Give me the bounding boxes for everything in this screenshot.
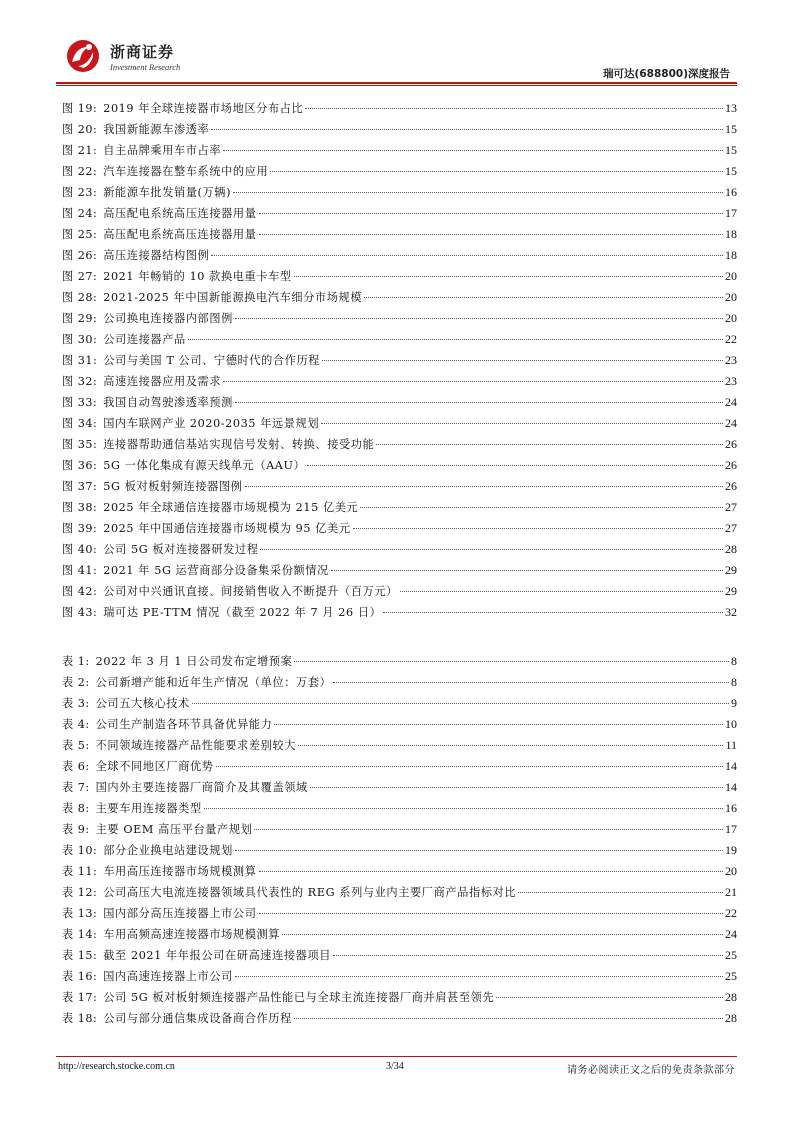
figure-entry-page: 16 bbox=[725, 185, 737, 199]
dot-leader bbox=[307, 464, 723, 466]
table-entry-label: 表 11: bbox=[62, 865, 98, 878]
figure-entry[interactable] bbox=[62, 518, 737, 539]
dot-leader bbox=[211, 254, 723, 256]
table-entry-title: 公司五大核心技术 bbox=[95, 697, 190, 710]
table-entry-title: 公司高压大电流连接器领域具代表性的 REG 系列与业内主要厂商产品指标对比 bbox=[103, 886, 517, 899]
dot-leader bbox=[254, 828, 723, 830]
dot-leader bbox=[364, 296, 723, 298]
table-entry-page: 9 bbox=[731, 696, 737, 710]
figure-entry-page: 23 bbox=[725, 374, 737, 388]
table-entry-page: 24 bbox=[725, 927, 737, 941]
table-entry[interactable] bbox=[62, 756, 737, 777]
dot-leader bbox=[259, 212, 724, 214]
table-entry[interactable] bbox=[62, 693, 737, 714]
figure-entry-page: 24 bbox=[725, 395, 737, 409]
figure-entry-title: 高压配电系统高压连接器用量 bbox=[103, 228, 257, 241]
dot-leader bbox=[235, 401, 723, 403]
figure-entry-title: 5G 一体化集成有源天线单元（AAU） bbox=[103, 459, 306, 472]
brand-name-cn: 浙商证券 bbox=[110, 43, 175, 61]
table-entry[interactable] bbox=[62, 819, 737, 840]
table-entry-label: 表 4: bbox=[62, 718, 90, 731]
table-entry-page: 11 bbox=[725, 738, 737, 752]
table-entry-page: 28 bbox=[725, 1011, 737, 1025]
table-entry-page: 10 bbox=[725, 717, 737, 731]
table-entry-label: 表 14: bbox=[62, 928, 98, 941]
figure-entry-page: 20 bbox=[725, 269, 737, 283]
figure-entry-page: 23 bbox=[725, 353, 737, 367]
figure-entry[interactable] bbox=[62, 392, 737, 413]
table-entry-title: 国内高速连接器上市公司 bbox=[103, 970, 233, 983]
page-number: 3/34 bbox=[386, 1061, 404, 1072]
figure-entry-title: 高压配电系统高压连接器用量 bbox=[103, 207, 257, 220]
figure-entry-label: 图 30: bbox=[62, 333, 98, 346]
dot-leader bbox=[282, 933, 723, 935]
figure-entry-label: 图 42: bbox=[62, 585, 98, 598]
table-entry-title: 主要车用连接器类型 bbox=[95, 802, 202, 815]
figure-entry-page: 24 bbox=[725, 416, 737, 430]
disclaimer-note: 请务必阅读正文之后的免责条款部分 bbox=[567, 1065, 735, 1076]
table-entry[interactable] bbox=[62, 945, 737, 966]
figure-entry-title: 我国自动驾驶渗透率预测 bbox=[103, 396, 233, 409]
figure-entry-label: 图 29: bbox=[62, 312, 98, 325]
figure-entry-title: 5G 板对板射频连接器图例 bbox=[103, 480, 243, 493]
figure-entry[interactable] bbox=[62, 434, 737, 455]
table-entry-page: 17 bbox=[725, 822, 737, 836]
figure-entry-title: 公司与美国 T 公司、宁德时代的合作历程 bbox=[103, 354, 321, 367]
dot-leader bbox=[233, 191, 723, 193]
dot-leader bbox=[333, 954, 723, 956]
table-entry-title: 2022 年 3 月 1 日公司发布定增预案 bbox=[95, 655, 293, 668]
table-entry-label: 表 12: bbox=[62, 886, 98, 899]
figure-entry[interactable] bbox=[62, 602, 737, 623]
figure-entry-label: 图 33: bbox=[62, 396, 98, 409]
table-entry-page: 19 bbox=[725, 843, 737, 857]
figure-entry-label: 图 40: bbox=[62, 543, 98, 556]
table-entry-title: 公司与部分通信集成设备商合作历程 bbox=[103, 1012, 292, 1025]
figure-entry-page: 26 bbox=[725, 479, 737, 493]
figure-entry-label: 图 35: bbox=[62, 438, 98, 451]
table-entry-title: 公司 5G 板对板射频连接器产品性能已与全球主流连接器厂商并肩甚至领先 bbox=[103, 991, 495, 1004]
table-entry[interactable] bbox=[62, 924, 737, 945]
figure-entry[interactable] bbox=[62, 245, 737, 266]
table-entry-title: 国内部分高压连接器上市公司 bbox=[103, 907, 257, 920]
figure-entry-title: 我国新能源车渗透率 bbox=[103, 123, 210, 136]
header-divider-thin bbox=[56, 85, 737, 86]
figure-entry-title: 瑞可达 PE-TTM 情况（截至 2022 年 7 月 26 日） bbox=[103, 606, 382, 619]
figure-entry[interactable] bbox=[62, 182, 737, 203]
dot-leader bbox=[259, 870, 724, 872]
figure-entry-page: 18 bbox=[725, 248, 737, 262]
table-entry-label: 表 7: bbox=[62, 781, 90, 794]
dot-leader bbox=[331, 569, 723, 571]
figure-entry[interactable] bbox=[62, 455, 737, 476]
table-entry[interactable] bbox=[62, 987, 737, 1008]
table-entry-title: 不同领域连接器产品性能要求差别较大 bbox=[95, 739, 297, 752]
table-entry-title: 车用高压连接器市场规模测算 bbox=[103, 865, 257, 878]
figure-entry-title: 2021 年 5G 运营商部分设备集采份额情况 bbox=[103, 564, 329, 577]
table-entry-label: 表 3: bbox=[62, 697, 90, 710]
figure-entry-label: 图 23: bbox=[62, 186, 98, 199]
figure-entry-title: 连接器帮助通信基站实现信号发射、转换、接受功能 bbox=[103, 438, 375, 451]
dot-leader bbox=[259, 912, 724, 914]
table-entry[interactable] bbox=[62, 651, 737, 672]
table-entry-label: 表 1: bbox=[62, 655, 90, 668]
dot-leader bbox=[235, 975, 723, 977]
table-entry-label: 表 10: bbox=[62, 844, 98, 857]
figure-entry-label: 图 22: bbox=[62, 165, 98, 178]
figure-entry-label: 图 41: bbox=[62, 564, 98, 577]
footer-url[interactable]: http://research.stocke.com.cn bbox=[58, 1061, 175, 1072]
dot-leader bbox=[274, 723, 723, 725]
figure-entry-page: 15 bbox=[725, 143, 737, 157]
dot-leader bbox=[216, 765, 723, 767]
figure-entry-label: 图 43: bbox=[62, 606, 98, 619]
dot-leader bbox=[322, 359, 723, 361]
dot-leader bbox=[260, 548, 723, 550]
figure-entry[interactable] bbox=[62, 539, 737, 560]
footer-divider bbox=[56, 1056, 737, 1057]
dot-leader bbox=[270, 170, 723, 172]
dot-leader bbox=[235, 317, 723, 319]
figure-entry-title: 自主品牌乘用车市占率 bbox=[103, 144, 222, 157]
dot-leader bbox=[235, 849, 723, 851]
figure-entry[interactable] bbox=[62, 581, 737, 602]
dot-leader bbox=[353, 527, 723, 529]
figure-entry-label: 图 24: bbox=[62, 207, 98, 220]
figure-entry-title: 2019 年全球连接器市场地区分布占比 bbox=[103, 102, 304, 115]
table-entry-label: 表 16: bbox=[62, 970, 98, 983]
figure-entry-label: 图 26: bbox=[62, 249, 98, 262]
header-divider bbox=[56, 82, 737, 84]
table-entry-label: 表 18: bbox=[62, 1012, 98, 1025]
figure-entry-label: 图 37: bbox=[62, 480, 98, 493]
figure-entry[interactable] bbox=[62, 371, 737, 392]
table-entry-title: 车用高频高速连接器市场规模测算 bbox=[103, 928, 281, 941]
dot-leader bbox=[518, 891, 723, 893]
table-entry-page: 14 bbox=[725, 759, 737, 773]
figure-entry[interactable] bbox=[62, 476, 737, 497]
figure-entry-title: 高速连接器应用及需求 bbox=[103, 375, 222, 388]
figure-entry-page: 20 bbox=[725, 290, 737, 304]
dot-leader bbox=[192, 702, 729, 704]
figure-entry-page: 15 bbox=[725, 164, 737, 178]
dot-leader bbox=[496, 996, 723, 998]
figure-list bbox=[62, 98, 737, 623]
figure-entry-title: 高压连接器结构图例 bbox=[103, 249, 210, 262]
figure-entry[interactable] bbox=[62, 560, 737, 581]
figure-entry-label: 图 32: bbox=[62, 375, 98, 388]
dot-leader bbox=[383, 611, 723, 613]
figure-entry-page: 13 bbox=[725, 101, 737, 115]
table-entry-label: 表 17: bbox=[62, 991, 98, 1004]
figure-entry[interactable] bbox=[62, 140, 737, 161]
report-title: 瑞可达(688800)深度报告 bbox=[603, 68, 730, 80]
figure-entry-page: 26 bbox=[725, 458, 737, 472]
figure-entry[interactable] bbox=[62, 308, 737, 329]
figure-entry-title: 2021 年畅销的 10 款换电重卡车型 bbox=[103, 270, 292, 283]
figure-entry-label: 图 20: bbox=[62, 123, 98, 136]
table-entry-title: 公司新增产能和近年生产情况（单位：万套） bbox=[95, 676, 332, 689]
table-list bbox=[62, 651, 737, 1029]
table-entry[interactable] bbox=[62, 840, 737, 861]
dot-leader bbox=[360, 506, 723, 508]
table-entry[interactable] bbox=[62, 903, 737, 924]
figure-entry-title: 公司换电连接器内部图例 bbox=[103, 312, 233, 325]
figure-entry-title: 汽车连接器在整车系统中的应用 bbox=[103, 165, 269, 178]
figure-entry-label: 图 28: bbox=[62, 291, 98, 304]
table-entry-label: 表 13: bbox=[62, 907, 98, 920]
figure-entry-page: 15 bbox=[725, 122, 737, 136]
brand-name-en: Investment Research bbox=[110, 62, 181, 72]
figure-entry-label: 图 36: bbox=[62, 459, 98, 472]
table-entry[interactable] bbox=[62, 966, 737, 987]
figure-entry[interactable] bbox=[62, 203, 737, 224]
figure-entry-page: 29 bbox=[725, 563, 737, 577]
table-entry-title: 部分企业换电站建设规划 bbox=[103, 844, 233, 857]
dot-leader bbox=[223, 380, 723, 382]
table-entry-label: 表 8: bbox=[62, 802, 90, 815]
figure-entry[interactable] bbox=[62, 287, 737, 308]
dot-leader bbox=[294, 1017, 723, 1019]
table-entry-title: 公司生产制造各环节具备优异能力 bbox=[95, 718, 273, 731]
figure-entry-page: 27 bbox=[725, 500, 737, 514]
figure-entry[interactable] bbox=[62, 224, 737, 245]
figure-entry-page: 29 bbox=[725, 584, 737, 598]
table-entry[interactable] bbox=[62, 1008, 737, 1029]
table-entry-page: 21 bbox=[725, 885, 737, 899]
dot-leader bbox=[298, 744, 723, 746]
table-entry-title: 截至 2021 年年报公司在研高速连接器项目 bbox=[103, 949, 332, 962]
figure-entry-title: 国内车联网产业 2020-2035 年远景规划 bbox=[103, 417, 320, 430]
table-entry-label: 表 6: bbox=[62, 760, 90, 773]
dot-leader bbox=[376, 443, 723, 445]
table-entry-label: 表 5: bbox=[62, 739, 90, 752]
dot-leader bbox=[223, 149, 723, 151]
figure-entry-title: 2025 年中国通信连接器市场规模为 95 亿美元 bbox=[103, 522, 351, 535]
table-entry-page: 22 bbox=[725, 906, 737, 920]
table-entry-page: 25 bbox=[725, 969, 737, 983]
dot-leader bbox=[310, 786, 723, 788]
figure-entry-page: 18 bbox=[725, 227, 737, 241]
table-entry-page: 28 bbox=[725, 990, 737, 1004]
figure-entry[interactable] bbox=[62, 266, 737, 287]
figure-entry-label: 图 31: bbox=[62, 354, 98, 367]
table-entry-title: 国内外主要连接器厂商简介及其覆盖领域 bbox=[95, 781, 308, 794]
table-entry-label: 表 2: bbox=[62, 676, 90, 689]
figure-entry-label: 图 19: bbox=[62, 102, 98, 115]
dot-leader bbox=[294, 275, 723, 277]
dot-leader bbox=[188, 338, 723, 340]
dot-leader bbox=[259, 233, 724, 235]
figure-entry[interactable] bbox=[62, 161, 737, 182]
dot-leader bbox=[321, 422, 723, 424]
table-entry[interactable] bbox=[62, 735, 737, 756]
table-entry[interactable] bbox=[62, 798, 737, 819]
table-entry[interactable] bbox=[62, 672, 737, 693]
figure-entry[interactable] bbox=[62, 329, 737, 350]
figure-entry-label: 图 21: bbox=[62, 144, 98, 157]
table-entry-label: 表 9: bbox=[62, 823, 90, 836]
figure-entry-page: 20 bbox=[725, 311, 737, 325]
figure-entry-title: 公司 5G 板对连接器研发过程 bbox=[103, 543, 259, 556]
figure-entry-page: 26 bbox=[725, 437, 737, 451]
figure-entry[interactable] bbox=[62, 497, 737, 518]
figure-entry[interactable] bbox=[62, 413, 737, 434]
dot-leader bbox=[333, 681, 729, 683]
figure-entry-label: 图 27: bbox=[62, 270, 98, 283]
figure-entry-page: 22 bbox=[725, 332, 737, 346]
table-entry[interactable] bbox=[62, 882, 737, 903]
dot-leader bbox=[245, 485, 723, 487]
figure-entry[interactable] bbox=[62, 98, 737, 119]
table-entry-page: 8 bbox=[731, 654, 737, 668]
figure-entry-page: 32 bbox=[725, 605, 737, 619]
figure-entry-title: 2025 年全球通信连接器市场规模为 215 亿美元 bbox=[103, 501, 359, 514]
figure-entry-page: 28 bbox=[725, 542, 737, 556]
table-entry[interactable] bbox=[62, 861, 737, 882]
table-entry-page: 8 bbox=[731, 675, 737, 689]
dot-leader bbox=[305, 107, 723, 109]
figure-entry-title: 2021-2025 年中国新能源换电汽车细分市场规模 bbox=[103, 291, 363, 304]
figure-entry[interactable] bbox=[62, 350, 737, 371]
figure-entry-label: 图 34: bbox=[62, 417, 98, 430]
dot-leader bbox=[211, 128, 723, 130]
table-entry-title: 全球不同地区厂商优势 bbox=[95, 760, 214, 773]
page-header bbox=[0, 0, 793, 90]
figure-entry-label: 图 38: bbox=[62, 501, 98, 514]
figure-entry-title: 公司对中兴通讯直接、间接销售收入不断提升（百万元） bbox=[103, 585, 398, 598]
table-entry-page: 14 bbox=[725, 780, 737, 794]
table-entry-page: 16 bbox=[725, 801, 737, 815]
table-entry[interactable] bbox=[62, 714, 737, 735]
figure-entry-page: 27 bbox=[725, 521, 737, 535]
figure-entry-title: 新能源车批发销量(万辆) bbox=[103, 186, 232, 199]
dot-leader bbox=[400, 590, 723, 592]
dot-leader bbox=[204, 807, 723, 809]
brand-logo-icon bbox=[62, 38, 104, 74]
figure-entry-title: 公司连接器产品 bbox=[103, 333, 186, 346]
figure-entry-label: 图 25: bbox=[62, 228, 98, 241]
table-entry-title: 主要 OEM 高压平台量产规划 bbox=[95, 823, 253, 836]
table-entry-label: 表 15: bbox=[62, 949, 98, 962]
table-entry-page: 25 bbox=[725, 948, 737, 962]
dot-leader bbox=[294, 660, 729, 662]
figure-entry-page: 17 bbox=[725, 206, 737, 220]
figure-entry-label: 图 39: bbox=[62, 522, 98, 535]
table-entry[interactable] bbox=[62, 777, 737, 798]
figure-entry[interactable] bbox=[62, 119, 737, 140]
table-entry-page: 20 bbox=[725, 864, 737, 878]
